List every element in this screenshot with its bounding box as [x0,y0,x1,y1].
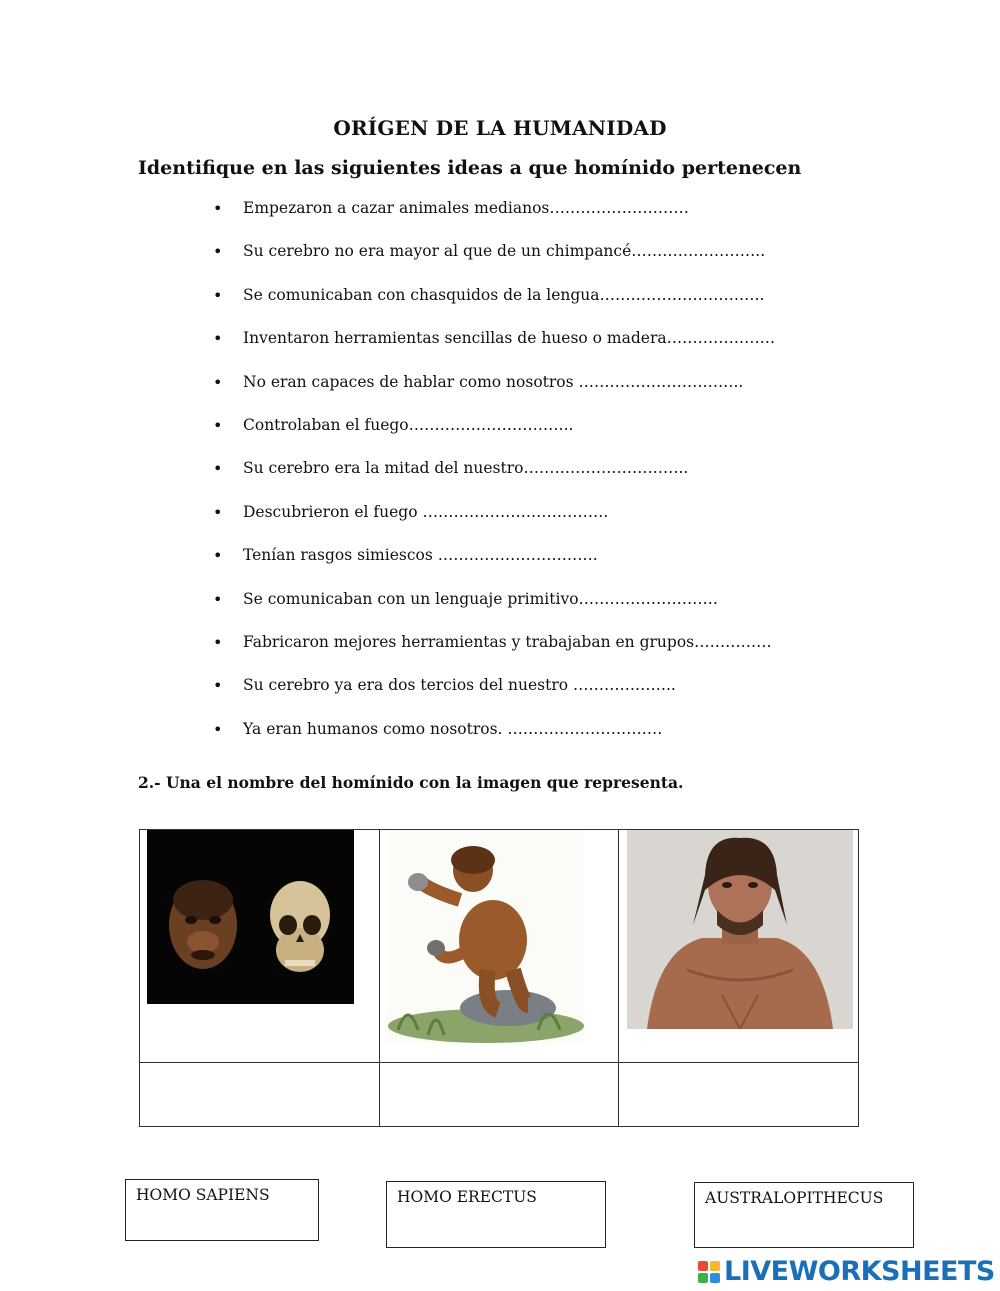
idea-text: Inventaron herramientas sencillas de hueso o madera………………… [243,329,776,348]
list-item [213,503,775,546]
list-item [213,199,775,242]
idea-text: Fabricaron mejores herramientas y trabajaban en grupos…………… [243,632,772,651]
answer-drop-cell-2[interactable] [379,1063,619,1127]
idea-text: Se comunicaban con chasquidos de la lengua………………………….. [243,285,765,304]
bullet-icon: • [213,502,223,522]
ideas-list [213,199,775,763]
australopithecus-image [147,830,354,1004]
list-item [213,329,775,372]
question-2-heading: 2.- Una el nombre del homínido con la imagen que representa. [138,773,684,792]
idea-text: Su cerebro era la mitad del nuestro………………………….. [243,459,689,478]
list-item [213,373,775,416]
neanderthal-image [627,830,853,1029]
bullet-icon: • [213,676,223,696]
list-item [213,676,775,719]
bullet-icon: • [213,372,223,392]
image-cell [379,830,619,1063]
worksheet-title: ORÍGEN DE LA HUMANIDAD [333,116,667,140]
idea-text: Controlaban el fuego………………………….. [243,415,574,434]
answer-option-australopithecus[interactable]: AUSTRALOPITHECUS [694,1182,914,1248]
bullet-icon: • [213,589,223,609]
answer-drop-cell-1[interactable] [140,1063,380,1127]
list-item [213,590,775,633]
idea-text: Tenían rasgos simiescos …………………………. [243,546,598,565]
bullet-icon: • [213,546,223,566]
bullet-icon: • [213,242,223,262]
bullet-icon: • [213,329,223,349]
answer-drop-cell-3[interactable] [619,1063,859,1127]
list-item [213,720,775,763]
bullet-icon: • [213,719,223,739]
bullet-icon: • [213,199,223,218]
logo-blocks-icon [698,1261,720,1283]
idea-text: Su cerebro ya era dos tercios del nuestro ……………….. [243,676,676,695]
idea-text: Ya eran humanos como nosotros. ………………………… [243,719,663,738]
idea-text: Se comunicaban con un lenguaje primitivo……………………… [243,589,719,608]
list-item [213,242,775,285]
idea-text: Su cerebro no era mayor al que de un chimpancé…………………….. [243,242,766,261]
bullet-icon: • [213,459,223,479]
bullet-icon: • [213,285,223,305]
homo-erectus-image [388,830,584,1043]
answer-option-homo-erectus[interactable]: HOMO ERECTUS [386,1181,606,1248]
bullet-icon: • [213,415,223,435]
bullet-icon: • [213,632,223,652]
answer-option-homo-sapiens[interactable]: HOMO SAPIENS [125,1179,319,1241]
list-item [213,546,775,589]
image-cell [619,830,859,1063]
list-item [213,416,775,459]
instruction-heading: Identifique en las siguientes ideas a que homínido pertenecen [138,157,802,179]
image-cell [140,830,380,1063]
logo-text: LIVEWORKSHEETS [724,1256,995,1287]
idea-text: Empezaron a cazar animales medianos……………………… [243,199,689,217]
liveworksheets-logo [698,1256,995,1287]
list-item [213,459,775,502]
list-item [213,286,775,329]
idea-text: No eran capaces de hablar como nosotros ………………………….. [243,372,744,391]
idea-text: Descubrieron el fuego ……………………………… [243,502,609,521]
list-item [213,633,775,676]
matching-table [139,829,859,1127]
